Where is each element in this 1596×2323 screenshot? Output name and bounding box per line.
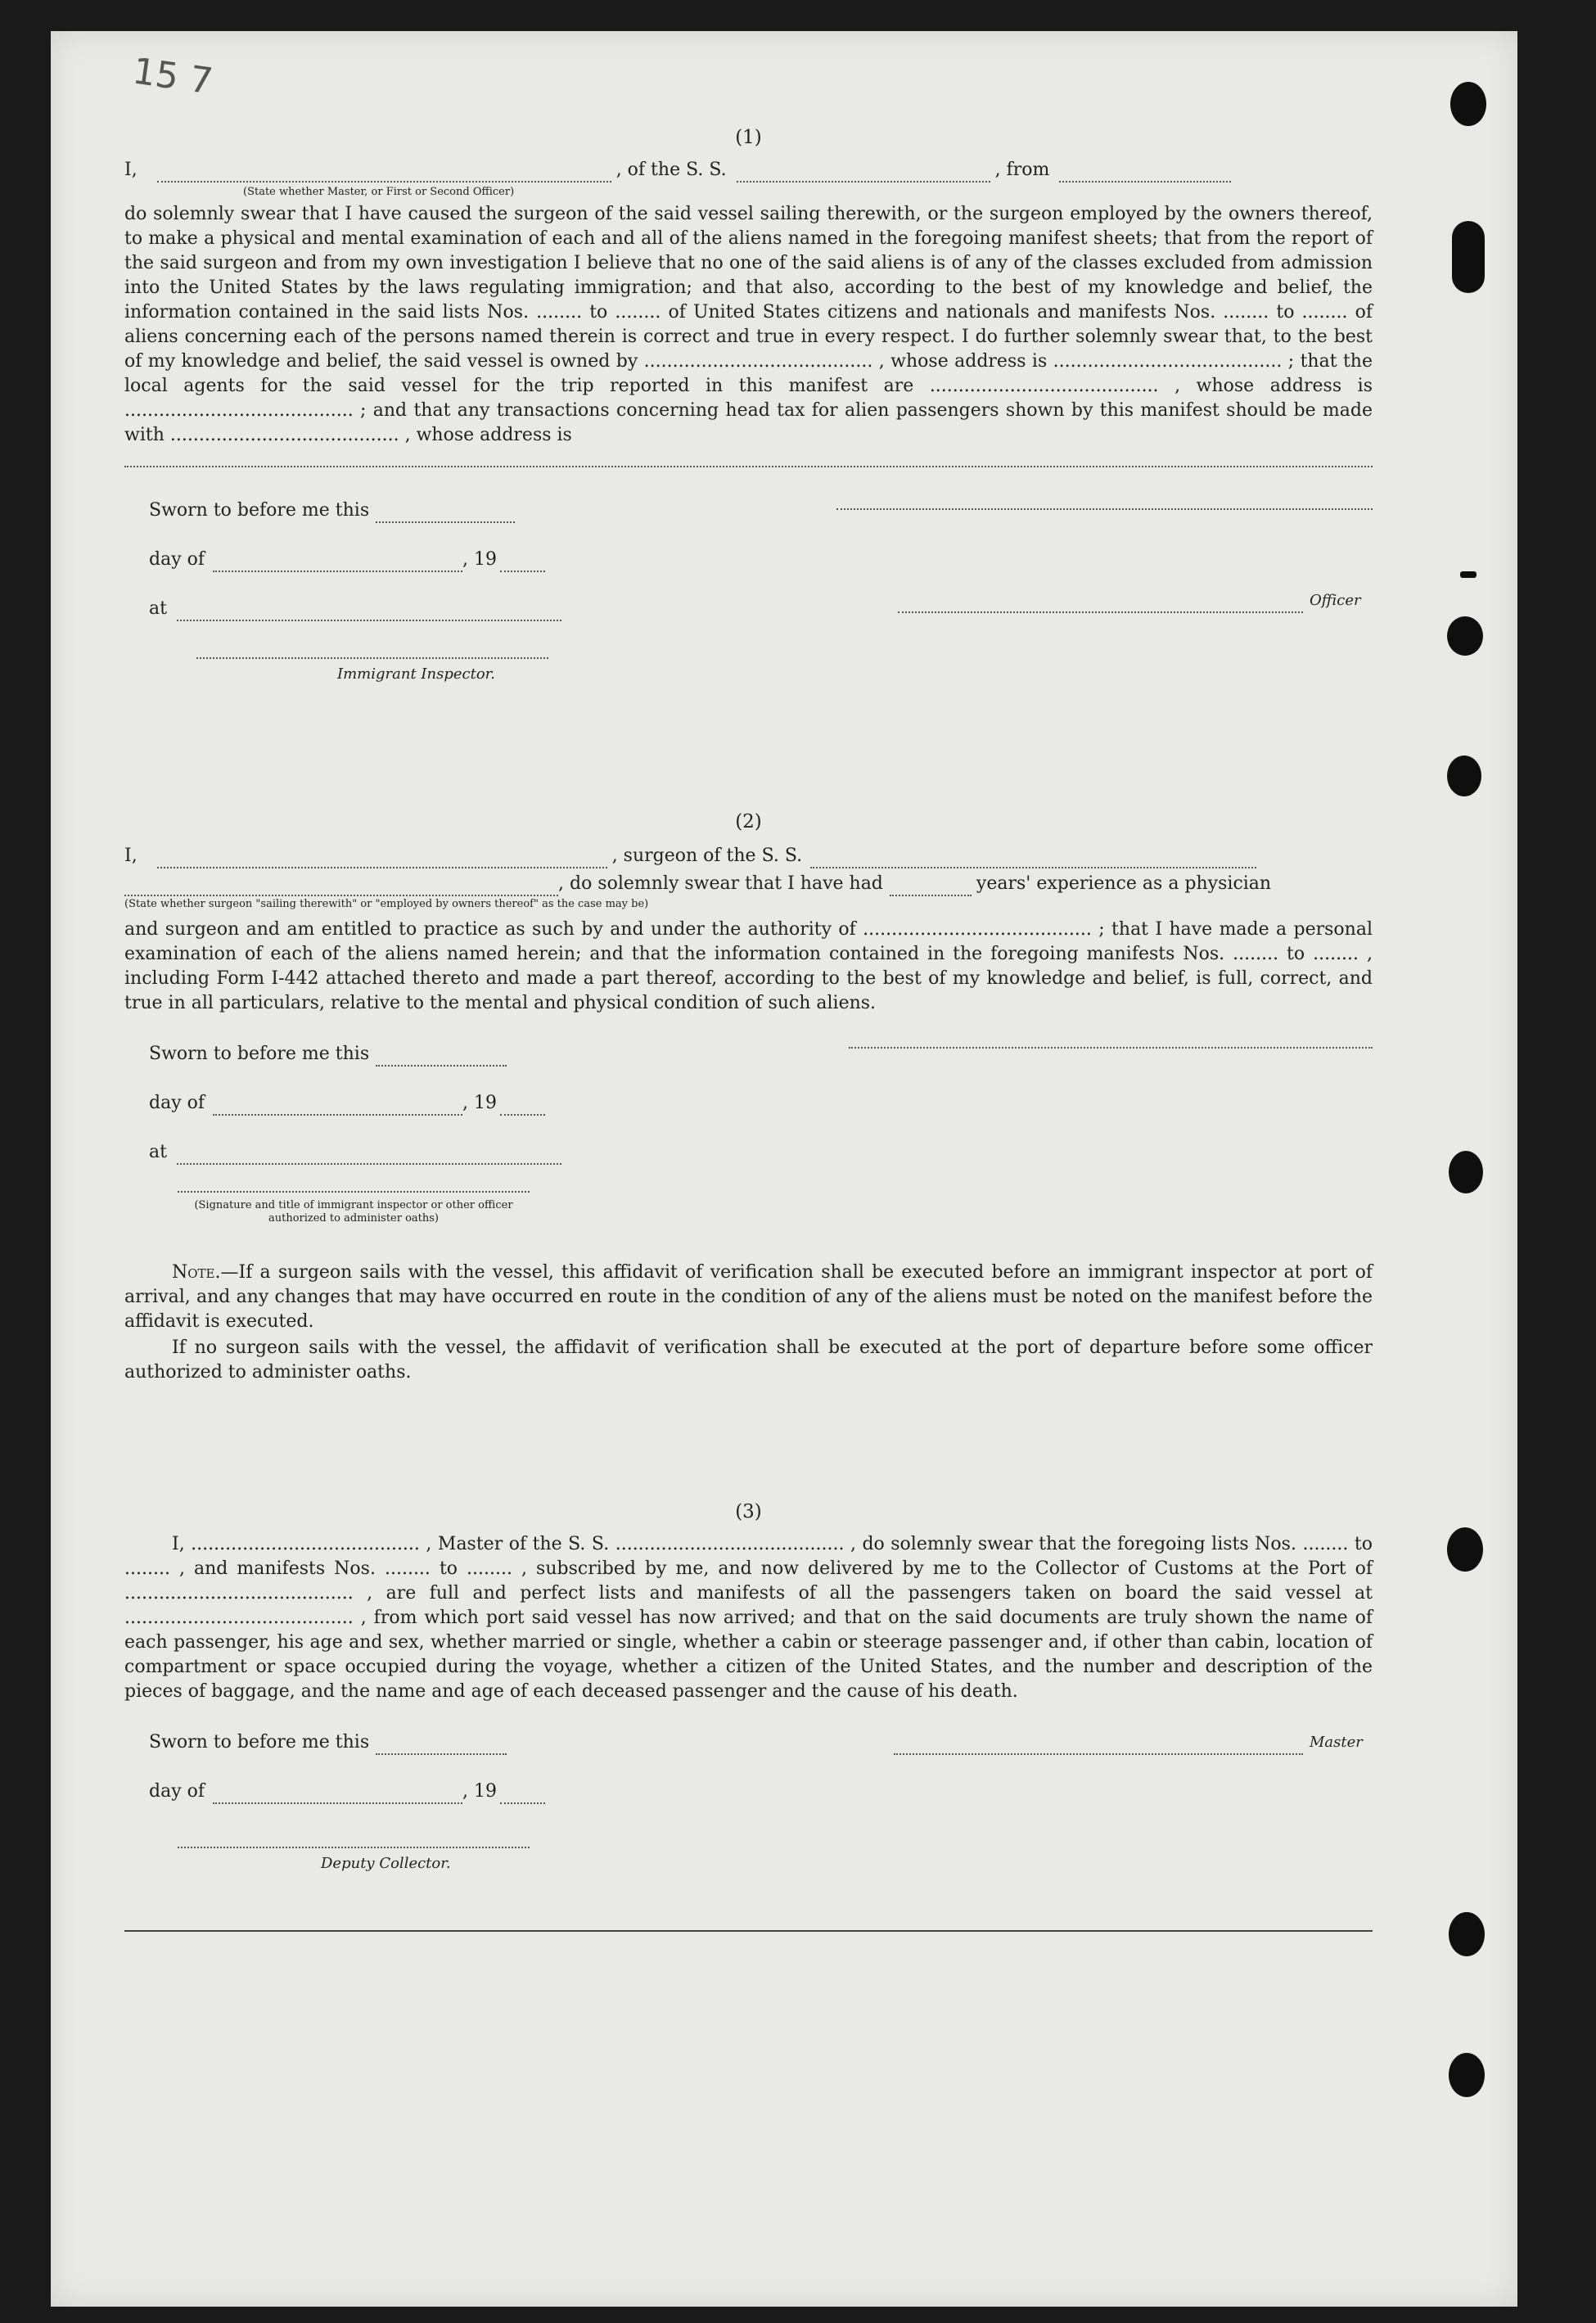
section-2-sworn-block: Sworn to before me this day of , 19 at (Signature and title of immigrant inspector or other officer authorized to administer oaths)	[124, 1027, 1373, 1261]
punch-hole	[1449, 1151, 1483, 1193]
punch-hole	[1450, 82, 1486, 126]
surgeon-name-field[interactable]	[157, 852, 607, 868]
surgeon-status-field[interactable]	[124, 880, 558, 896]
section-1-caption: (State whether Master, or First or Second Officer)	[243, 186, 515, 198]
day-label: day of	[149, 549, 205, 570]
section-3-sworn-block: Sworn to before me this day of , 19 Deputy Collector. Master	[124, 1719, 1373, 1924]
section-2-note-2: If no surgeon sails with the vessel, the affidavit of verification shall be executed at the port of departure before some officer authorized to administer oaths.	[124, 1337, 1373, 1383]
departure-port-field[interactable]	[1059, 166, 1231, 183]
officer-label: Officer	[1310, 592, 1361, 609]
master-label: Master	[1310, 1734, 1363, 1751]
at-label: at	[149, 1142, 167, 1162]
surgeon-vessel-field[interactable]	[810, 852, 1256, 868]
year-field[interactable]	[500, 1788, 545, 1804]
section-2-body: and surgeon and am entitled to practice as such by and under the authority of ........................................ ; that I have made a personal examination of each of the aliens named herein; and that the information contained in the foregoing manifests Nos. ........ to ........ , including Form I-442 attached thereto and made a part thereof, according to the best of my knowledge and belief, is full, correct, and true in all particulars, relative to the mental and physical condition of such aliens.	[124, 919, 1373, 1013]
inspector-label: Immigrant Inspector.	[337, 665, 496, 683]
deputy-collector-label: Deputy Collector.	[321, 1855, 451, 1872]
section-1-sworn-block: Sworn to before me this day of , 19 at Immigrant Inspector. Officer	[124, 484, 1373, 721]
punch-hole	[1449, 1912, 1485, 1956]
section-2-line-1: I, , surgeon of the S. S.	[124, 844, 1373, 868]
section-1-address-line	[124, 466, 1373, 467]
vessel-name-field[interactable]	[737, 166, 990, 183]
day-label: day of	[149, 1781, 205, 1802]
at-field[interactable]	[177, 1148, 561, 1165]
section-2-caption: (State whether surgeon "sailing therewith" or "employed by owners thereof" as the case may be)	[124, 898, 649, 910]
day-field[interactable]	[213, 1788, 462, 1804]
punch-hole	[1460, 571, 1477, 578]
punch-hole	[1447, 1527, 1483, 1572]
sworn-date-field[interactable]	[376, 1050, 507, 1067]
master-signature-field[interactable]	[894, 1739, 1303, 1755]
sworn-date-field[interactable]	[376, 1739, 507, 1755]
manifest-page	[51, 31, 1517, 2307]
years-experience-field[interactable]	[890, 880, 972, 896]
punch-hole	[1447, 756, 1481, 796]
officer-signature-field[interactable]	[898, 597, 1303, 613]
year-field[interactable]	[500, 556, 545, 572]
sworn-label: Sworn to before me this	[149, 1044, 370, 1064]
form-content	[124, 125, 1373, 1932]
at-field[interactable]	[177, 605, 561, 621]
master-name-field[interactable]	[157, 166, 611, 183]
year-field[interactable]	[500, 1099, 545, 1116]
section-2-signature-caption: (Signature and title of immigrant inspector or other officer authorized to administer oaths)	[194, 1199, 513, 1225]
punch-hole	[1452, 221, 1485, 293]
section-2-note: Note.—If a surgeon sails with the vessel, this affidavit of verification shall be executed before an immigrant inspector at port of arrival, and any changes that may have occurred en route in the condition of any of the aliens must be noted on the manifest before the affidavit is executed.	[124, 1262, 1373, 1332]
section-1-number: (1)	[735, 127, 762, 148]
note-label: Note.	[172, 1262, 221, 1283]
day-field[interactable]	[213, 1099, 462, 1116]
punch-hole	[1447, 616, 1483, 656]
section-1-line-1: I, , of the S. S. , from	[124, 158, 1373, 183]
punch-hole	[1449, 2053, 1485, 2097]
section-2-number: (2)	[735, 811, 762, 832]
at-label: at	[149, 598, 167, 619]
bottom-rule	[124, 1930, 1373, 1932]
section-2-line-2: , do solemnly swear that I have had years' experience as a physician	[124, 872, 1373, 896]
handwritten-mark: 15 7	[129, 50, 216, 103]
section-3-body: I, ........................................ , Master of the S. S. ........................................ , do solemnly swear that the foregoing lists Nos. ........ to ........ , and manifests Nos. ........ to ........ , subscribed by me, and now delivered by me to the Collector of Customs at the Port of ........................................ , are full and perfect lists and manifests of all the passengers taken on board the said vessel at ........................................ , from which port said vessel has now arrived; and that on the said documents are truly shown the name of each passenger, his age and sex, whether married or single, whether a cabin or steerage passenger and, if other than cabin, location of compartment or space occupied during the voyage, whether a citizen of the United States, and the number and description of the pieces of baggage, and the name and age of each deceased passenger and the cause of his death.	[124, 1534, 1373, 1702]
section-3-number: (3)	[735, 1501, 762, 1522]
sworn-label: Sworn to before me this	[149, 500, 370, 521]
section-1-body: do solemnly swear that I have caused the surgeon of the said vessel sailing therewith, or the surgeon employed by the owners thereof, to make a physical and mental examination of each and all of the aliens named in the foregoing manifest sheets; that from the report of the said surgeon and from my own investigation I believe that no one of the said aliens is of any of the classes excluded from admission into the United States by the laws regulating immigration; and that also, according to the best of my knowledge and belief, the information contained in the said lists Nos. ........ to ........ of United States citizens and nationals and manifests Nos. ........ to ........ of aliens concerning each of the persons named therein is correct and true in every respect. I do further solemnly swear that, to the best of my knowledge and belief, the said vessel is owned by ........................................ , whose address is ........................................ ; that the local agents for the said vessel for the trip reported in this manifest are ........................................ , whose address is ........................................ ; and that any transactions concerning head tax for alien passengers shown by this manifest should be made with ........................................ , whose address is	[124, 204, 1373, 445]
sworn-label: Sworn to before me this	[149, 1732, 370, 1752]
day-field[interactable]	[213, 556, 462, 572]
sworn-date-field[interactable]	[376, 507, 515, 523]
day-label: day of	[149, 1093, 205, 1113]
